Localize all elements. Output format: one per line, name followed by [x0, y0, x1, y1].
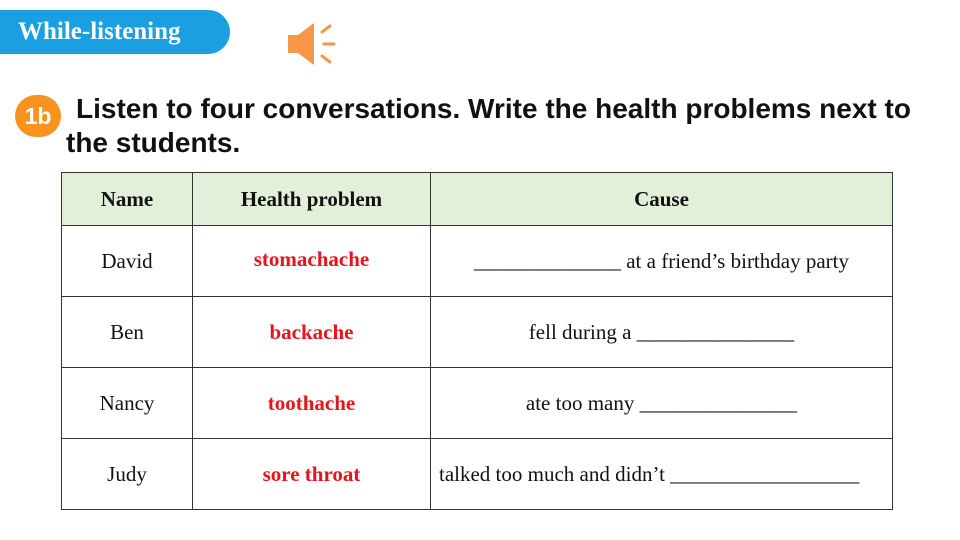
health-problem-cell [193, 226, 431, 297]
header-name: Name [62, 173, 193, 226]
health-problem-answer: stomachache [253, 246, 370, 271]
student-name: Nancy [62, 368, 193, 439]
cause-text: fell during a _______________ [528, 319, 795, 344]
health-problem-cell [193, 439, 431, 510]
health-problem-cell [193, 368, 431, 439]
cause-cell [431, 439, 893, 510]
header-cause: Cause [431, 173, 893, 226]
student-name: David [62, 226, 193, 297]
header-health-problem: Health problem [193, 173, 431, 226]
cause-text: talked too much and didn’t __________________ [439, 461, 860, 486]
health-problem-cell [193, 297, 431, 368]
table-row [62, 368, 893, 439]
health-problems-table [61, 172, 893, 510]
student-name: Ben [62, 297, 193, 368]
health-problem-answer: toothache [267, 390, 356, 415]
exercise-number-badge: 1b [15, 95, 61, 137]
cause-cell [431, 368, 893, 439]
health-problem-answer: sore throat [262, 461, 361, 486]
exercise-instruction: Listen to four conversations. Write the health problems next to the students. [66, 93, 911, 158]
table-row [62, 439, 893, 510]
cause-cell [431, 226, 893, 297]
student-name: Judy [62, 439, 193, 510]
cause-cell [431, 297, 893, 368]
table-row [62, 297, 893, 368]
table-row [62, 226, 893, 297]
cause-text: ate too many _______________ [525, 390, 798, 415]
speaker-icon[interactable] [284, 18, 338, 70]
table-header-row [62, 173, 893, 226]
health-problem-answer: backache [269, 319, 354, 344]
section-label: While-listening [0, 10, 230, 54]
cause-text: ______________ at a friend’s birthday party [473, 248, 849, 273]
